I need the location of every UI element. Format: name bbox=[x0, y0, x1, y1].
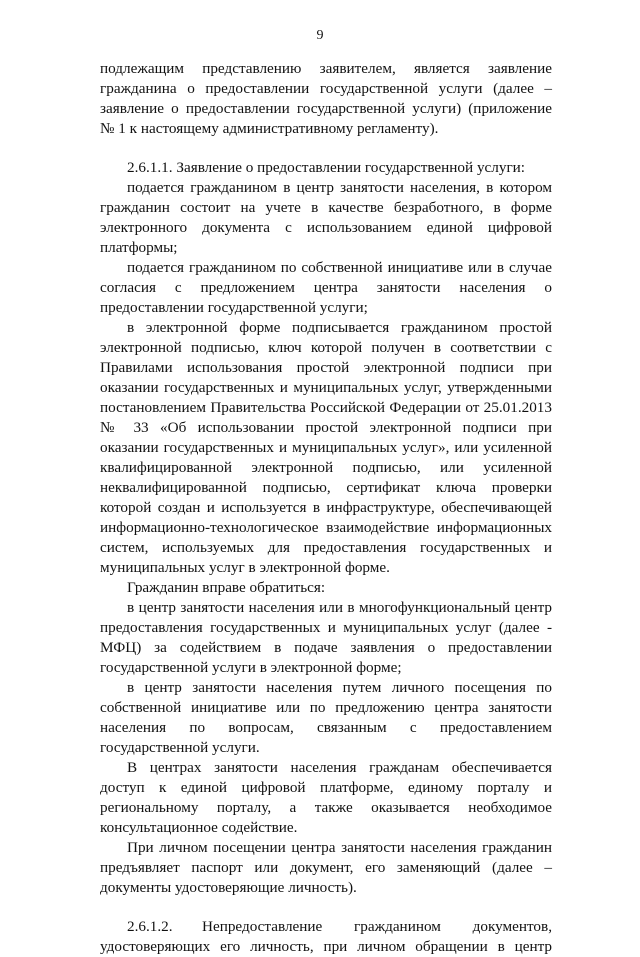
paragraph-personal-visit: в центр занятости населения путем личного посещения по собственной инициативе или по предложению центра занятости населения по вопросам, связанным с предоставлением государственной услуги. bbox=[100, 679, 552, 756]
section-heading-2-6-1-1: 2.6.1.1. Заявление о предоставлении государственной услуги: bbox=[127, 159, 526, 176]
page-number: 9 bbox=[316, 28, 324, 43]
paragraph-passport: При личном посещении центра занятости населения гражданин предъявляет паспорт или документ, его заменяющий (далее – документы удостоверяющие личность). bbox=[100, 839, 552, 896]
section-heading-text: Непредоставление гражданином документов, bbox=[202, 918, 552, 935]
page-body bbox=[100, 59, 552, 957]
paragraph-gap bbox=[100, 898, 552, 917]
section-number: 2.6.1.2. bbox=[127, 918, 173, 935]
paragraph-continuation-next: удостоверяющих его личность, при личном обращении в центр bbox=[100, 938, 552, 955]
paragraph-access-platform: В центрах занятости населения гражданам обеспечивается доступ к единой цифровой платформе, единому порталу и региональному порталу, а также оказывается необходимое консультационное содействие. bbox=[100, 759, 552, 836]
paragraph-gap bbox=[100, 139, 552, 158]
paragraph-submission-unemployed: подается гражданином в центр занятости населения, в котором гражданин состоит на учете в качестве безработного, в форме электронного документа с использованием единой цифровой платформы; bbox=[100, 179, 552, 256]
paragraph-citizen-may-apply: Гражданин вправе обратиться: bbox=[127, 579, 326, 596]
paragraph-submission-initiative: подается гражданином по собственной инициативе или в случае согласия с предложением центра занятости населения о предоставлении государственной услуги; bbox=[100, 259, 552, 316]
paragraph-electronic-signature: в электронной форме подписывается гражданином простой электронной подписью, ключ которой получен в соответствии с Правилами использования простой электронной подписи при оказании государственных и муниципальных услуг, утвержденными постановлением Правительства Российской Федерации от 25.01.2013 № 33 «Об использовании простой электронной подписи при оказании государственных и муниципальных услуг», или усиленной квалифицированной электронной подписью, или усиленной неквалифицированной подписью, сертификат ключа проверки которой создан и используется в инфраструктуре, обеспечивающей информационно-технологическое взаимодействие информационных систем, используемых для предоставления государственных и муниципальных услуг в электронной форме. bbox=[100, 319, 552, 576]
paragraph-continuation: подлежащим представлению заявителем, является заявление гражданина о предоставлении государственной услуги (далее – заявление о предоставлении государственной услуги) (приложение № 1 к настоящему административному регламенту). bbox=[100, 60, 552, 137]
section-heading-2-6-1-2 bbox=[100, 917, 552, 937]
paragraph-mfc-assistance: в центр занятости населения или в многофункциональный центр предоставления государственных и муниципальных услуг (далее - МФЦ) за содействием в подаче заявления о предоставлении государственной услуги в электронной форме; bbox=[100, 599, 552, 676]
